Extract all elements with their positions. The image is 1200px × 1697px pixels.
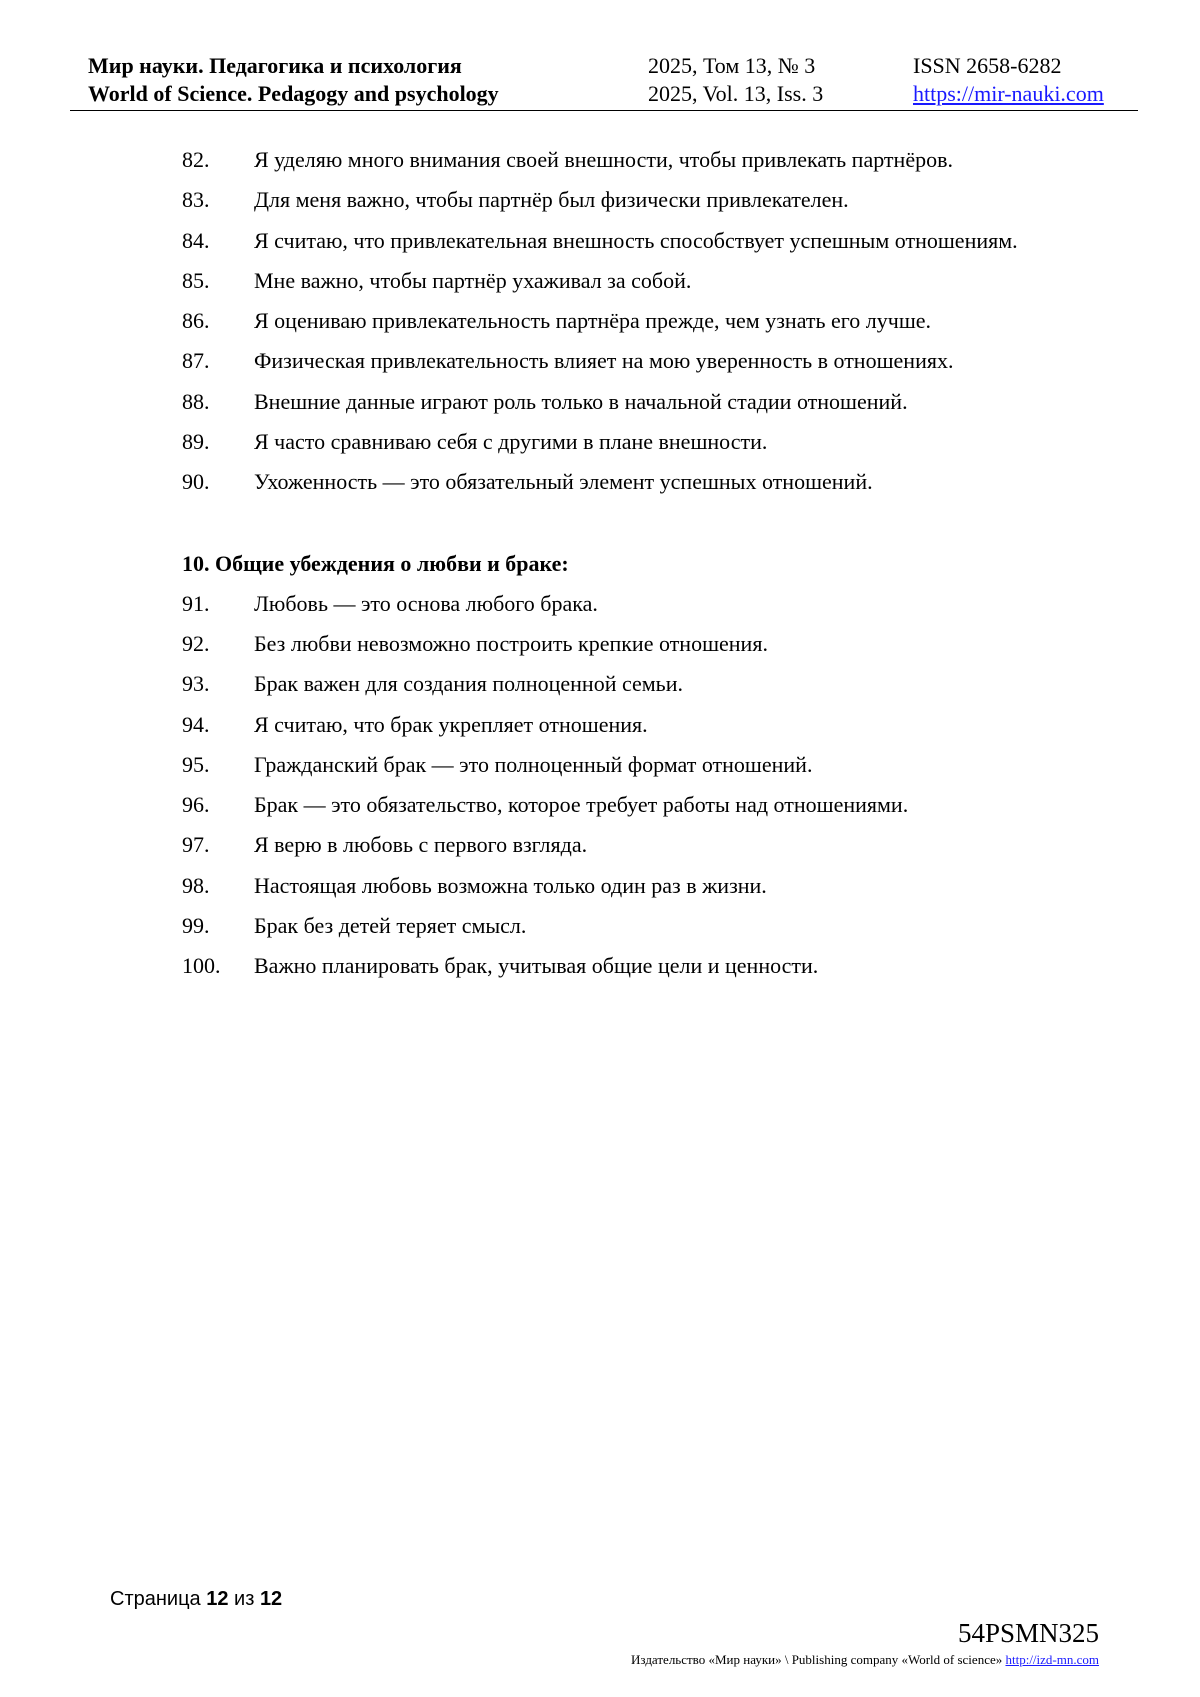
list-item [0, 180, 1200, 220]
item-list-appearance [0, 140, 1200, 503]
item-number: 90. [182, 469, 210, 495]
item-text: Я часто сравниваю себя с другими в плане внешности. [254, 429, 768, 455]
list-item [0, 825, 1200, 865]
item-number: 86. [182, 308, 210, 334]
item-text: Брак без детей теряет смысл. [254, 913, 527, 939]
item-text: Любовь — это основа любого брака. [254, 590, 598, 616]
item-text: Физическая привлекательность влияет на мою уверенность в отношениях. [254, 348, 954, 374]
publisher-line [631, 1652, 1099, 1668]
issn-block [913, 52, 1104, 108]
journal-title-en: World of Science. Pedagogy and psychology [88, 81, 499, 106]
item-text: Брак важен для создания полноценной семьи. [254, 671, 683, 697]
item-text: Внешние данные играют роль только в начальной стадии отношений. [254, 388, 908, 414]
item-number: 96. [182, 792, 210, 818]
list-item [0, 301, 1200, 341]
list-item [0, 140, 1200, 180]
publisher-link[interactable]: http://izd-mn.com [1005, 1652, 1099, 1667]
header-divider [70, 110, 1138, 111]
item-number: 99. [182, 913, 210, 939]
list-item [0, 866, 1200, 906]
item-text: Ухоженность — это обязательный элемент успешных отношений. [254, 469, 873, 495]
item-number: 82. [182, 147, 210, 172]
item-number: 97. [182, 832, 210, 858]
item-number: 98. [182, 872, 210, 898]
item-text: Гражданский брак — это полноценный формат отношений. [254, 751, 813, 777]
section-heading: 10. Общие убеждения о любви и браке: [182, 550, 569, 576]
item-number: 91. [182, 590, 210, 616]
item-number: 87. [182, 348, 210, 374]
page-of-word: из [234, 1588, 255, 1610]
journal-title-ru: Мир науки. Педагогика и психология [88, 53, 462, 78]
page-word: Страница [110, 1588, 201, 1610]
issue-info [648, 52, 823, 108]
journal-title [88, 52, 499, 108]
list-item [0, 341, 1200, 381]
item-text: Я верю в любовь с первого взгляда. [254, 832, 588, 858]
page-header [0, 52, 1200, 112]
list-item [0, 664, 1200, 704]
item-list-love-marriage [0, 584, 1200, 987]
page-total: 12 [259, 1588, 283, 1610]
item-text: Важно планировать брак, учитывая общие цели и ценности. [254, 953, 819, 979]
item-text: Мне важно, чтобы партнёр ухаживал за собой. [254, 267, 692, 293]
item-text: Я уделяю много внимания своей внешности, чтобы привлекать партнёров. [254, 147, 953, 172]
list-item [0, 221, 1200, 261]
page-current: 12 [206, 1588, 229, 1610]
list-item [0, 261, 1200, 301]
item-number: 85. [182, 267, 210, 293]
list-item [0, 705, 1200, 745]
list-item [0, 906, 1200, 946]
item-text: Без любви невозможно построить крепкие отношения. [254, 630, 768, 656]
article-code: 54PSMN325 [957, 1618, 1099, 1648]
list-item [0, 624, 1200, 664]
issue-info-en: 2025, Vol. 13, Iss. 3 [648, 81, 824, 106]
journal-site-link[interactable]: https://mir-nauki.com [913, 81, 1104, 106]
questionnaire-list [0, 140, 1200, 987]
item-text: Настоящая любовь возможна только один раз в жизни. [254, 872, 767, 898]
list-item [0, 382, 1200, 422]
item-text: Я считаю, что брак укрепляет отношения. [254, 711, 648, 737]
list-item [0, 946, 1200, 986]
item-number: 83. [182, 187, 210, 213]
item-number: 88. [182, 388, 210, 414]
item-number: 100. [182, 953, 221, 979]
list-item [0, 785, 1200, 825]
list-item [0, 745, 1200, 785]
item-number: 92. [182, 630, 210, 656]
item-text: Брак — это обязательство, которое требует работы над отношениями. [254, 792, 909, 818]
list-item [0, 462, 1200, 502]
item-number: 89. [182, 429, 210, 455]
item-text: Я оцениваю привлекательность партнёра прежде, чем узнать его лучше. [254, 308, 932, 334]
item-number: 95. [182, 751, 210, 777]
issn-number: ISSN 2658-6282 [913, 53, 1062, 78]
section-gap [0, 503, 1200, 544]
item-text: Для меня важно, чтобы партнёр был физически привлекателен. [254, 187, 849, 213]
item-number: 94. [182, 711, 210, 737]
publisher-text: Издательство «Мир науки» \ Publishing company «World of science» [631, 1652, 1003, 1667]
issue-info-ru: 2025, Том 13, № 3 [648, 53, 816, 78]
item-text: Я считаю, что привлекательная внешность способствует успешным отношениям. [254, 227, 1018, 253]
page-counter [110, 1588, 282, 1611]
item-number: 84. [182, 227, 210, 253]
list-item [0, 422, 1200, 462]
list-item [0, 584, 1200, 624]
item-number: 93. [182, 671, 210, 697]
